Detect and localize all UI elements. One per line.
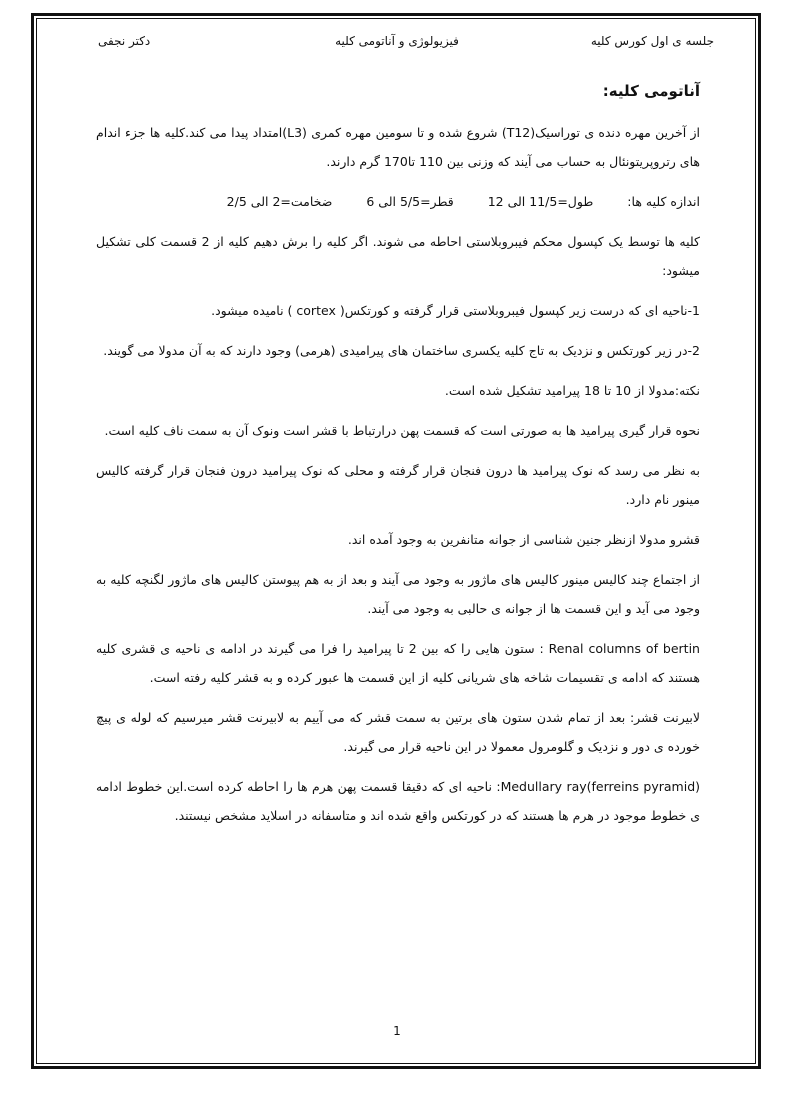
paragraph-medulla: 2-در زیر کورتکس و نزدیک به تاج کلیه یکسری ساختمان های پیرامیدی (هرمی) وجود دارند که به آن مدولا می گویند.: [103, 343, 700, 358]
paragraph-renal-columns: Renal columns of bertin : ستون هایی را که بین 2 تا پیرامید را فرا می گیرند در ادامه ی ناحیه ی قشری کلیه هستند که ادامه ی تقسیمات شاخه های شریانی کلیه از این قسمت ها عبور کرده و به قشر کلیه رفته است.: [96, 641, 700, 685]
header-session: جلسه ی اول کورس کلیه: [590, 34, 714, 48]
paragraph-minor-calyx: به نظر می رسد که نوک پیرامید ها درون فنجان قرار گرفته و محلی که نوک پیرامید درون فنجان قرار گرفته کالیس مینور نام دارد.: [96, 463, 700, 507]
page-number: 1: [393, 1024, 401, 1038]
dimension-length: طول=11/5 الی 12: [487, 194, 594, 209]
page-header: [80, 34, 714, 56]
dimension-diameter: قطر=5/5 الی 6: [366, 194, 454, 209]
paragraph-pyramid-orientation: نحوه قرار گیری پیرامید ها به صورتی است که قسمت پهن درارتباط با قشر است ونوک آن به سمت ناف کلیه است.: [104, 423, 700, 438]
paragraph-capsule: کلیه ها توسط یک کپسول محکم فیبروبلاستی احاطه می شوند. اگر کلیه را برش دهیم کلیه از 2 قسمت کلی تشکیل میشود:: [96, 234, 700, 278]
document-body: [96, 76, 700, 841]
paragraph-cortical-labyrinth: لابیرنت قشر: بعد از تمام شدن ستون های برتین به سمت قشر که می آییم به لابیرنت قشر میرسیم که لوله ی پیچ خورده ی دور و نزدیک و گلومرول معمولا در این ناحیه قرار می گیرند.: [96, 710, 700, 754]
dimensions-label: اندازه کلیه ها:: [627, 194, 700, 209]
header-author: دکتر نجفی: [98, 34, 151, 48]
paragraph-location: از آخرین مهره دنده ی توراسیک(T12) شروع شده و تا سومین مهره کمری (L3)امتداد پیدا می کند.کلیه ها جزء اندام های رتروپریتونئال به حساب می آیند که وزنی بین 110 تا170 گرم دارند.: [96, 125, 700, 169]
kidney-dimensions: [96, 187, 700, 216]
paragraph-medullary-ray: Medullary ray(ferreins pyramid): ناحیه ای که دقیقا قسمت پهن هرم ها را احاطه کرده است.این خطوط ادامه ی خطوط موجود در هرم ها هستند که در کورتکس واقع شده اند و متاسفانه در اسلاید مشخص نیستند.: [96, 779, 701, 823]
paragraph-major-calyx: از اجتماع چند کالیس مینور کالیس های ماژور به وجود می آیند و بعد از به هم پیوستن کالیس های ماژور لگنچه کلیه به وجود می آید و این قسمت ها از جوانه ی حالبی به وجود می آیند.: [96, 572, 700, 616]
paragraph-note: نکته:مدولا از 10 تا 18 پیرامید تشکیل شده است.: [444, 383, 700, 398]
paragraph-cortex: 1-ناحیه ای که درست زیر کپسول فیبروبلاستی قرار گرفته و کورتکس( cortex ) نامیده میشود.: [211, 303, 700, 318]
dimension-thickness: ضخامت=2 الی 2/5: [226, 194, 333, 209]
paragraph-embryology: قشرو مدولا ازنظر جنین شناسی از جوانه متانفرین به وجود آمده اند.: [347, 532, 700, 547]
page-title: آناتومی کلیه:: [602, 82, 700, 100]
header-subject: فیزیولوژی و آناتومی کلیه: [335, 34, 459, 48]
